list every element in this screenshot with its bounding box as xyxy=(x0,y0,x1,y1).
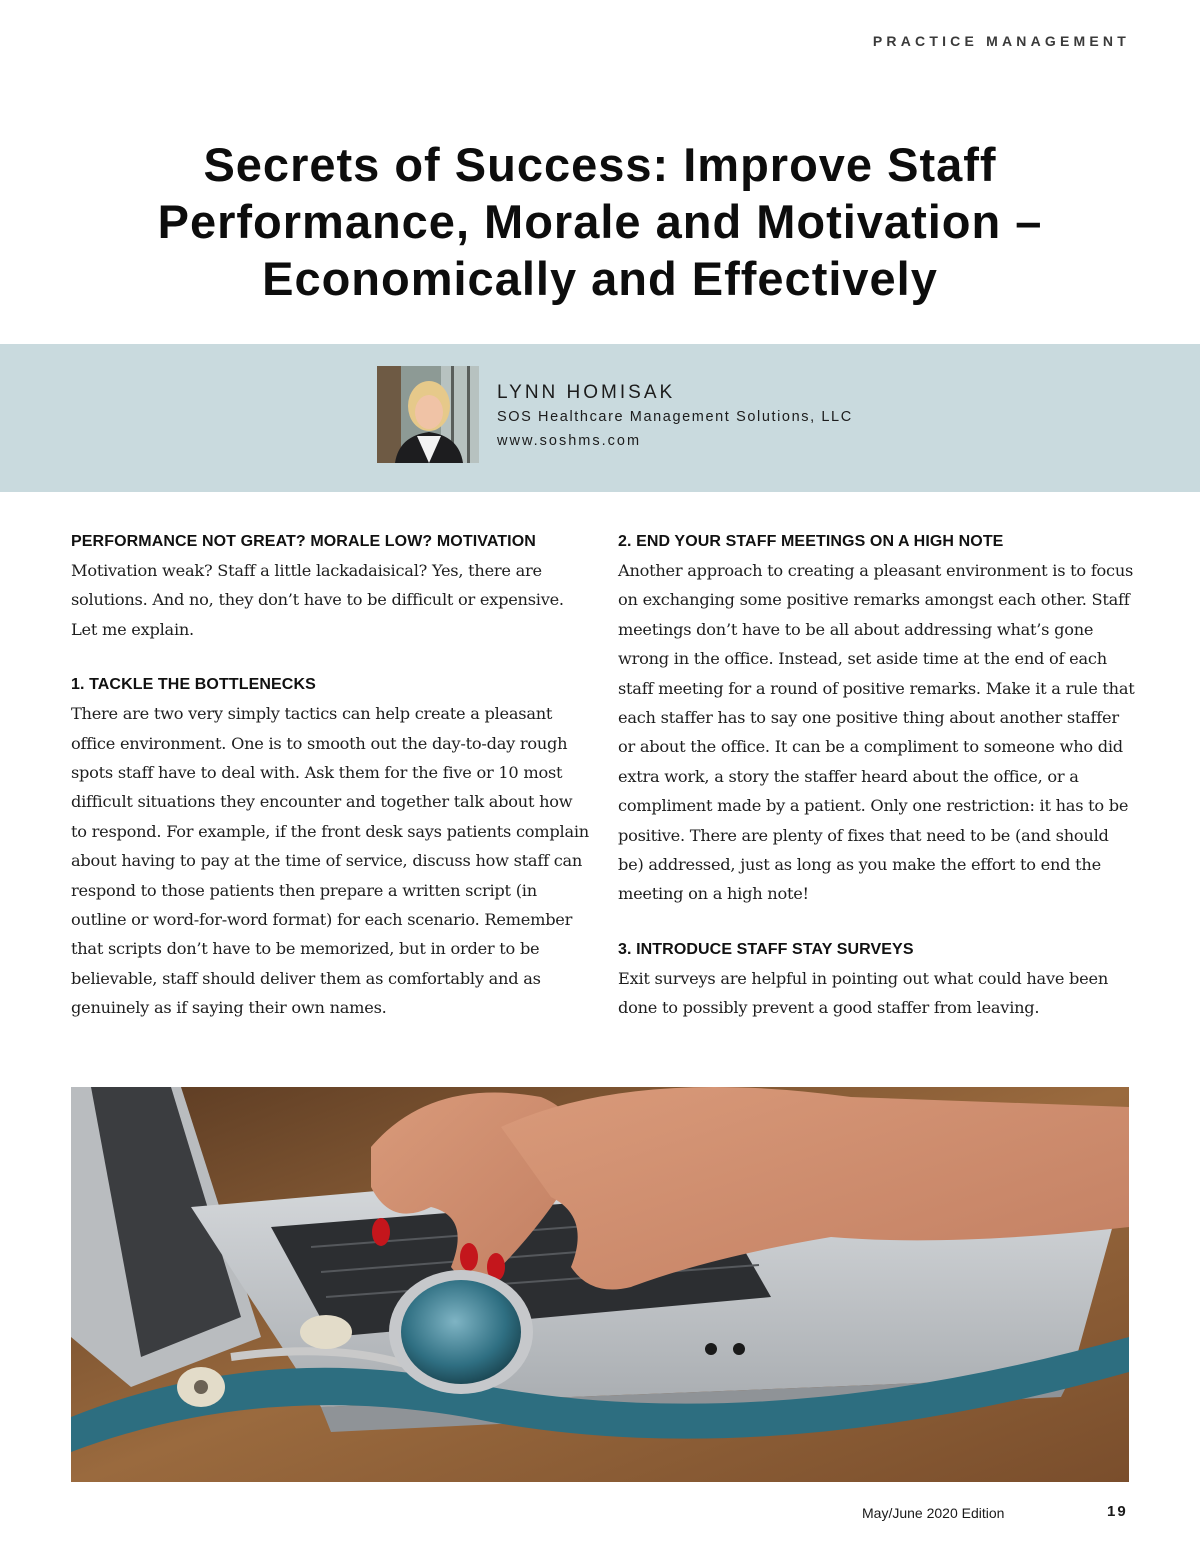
author-band xyxy=(0,344,1200,492)
section-heading: PERFORMANCE NOT GREAT? MORALE LOW? MOTIVATION xyxy=(71,533,536,550)
author-photo xyxy=(377,366,479,463)
author-name: LYNN HOMISAK xyxy=(497,382,676,403)
section-heading: 3. INTRODUCE STAFF STAY SURVEYS xyxy=(618,940,914,958)
section-body: There are two very simply tactics can help create a pleasant office environment. One is to smooth out the day-to-day rough spots staff have to deal with. Ask them for the five or 10 most difficult situations they encounter and together talk about how to respond. For example, if the front desk says patients complain about having to pay at the time of service, discuss how staff can respond to those patients then prepare a written script (in outline or word-for-word format) for each scenario. Remember that scripts don’t have to be memorized, but in order to be believable, staff should deliver them as comfortably and as genuinely as if saying their own names. xyxy=(71,704,589,1018)
section-heading: 2. END YOUR STAFF MEETINGS ON A HIGH NOTE xyxy=(618,533,1004,550)
section-heading: 1. TACKLE THE BOTTLENECKS xyxy=(71,676,316,694)
section-body: Exit surveys are helpful in pointing out what could have been done to possibly prevent a good staffer from leaving. xyxy=(618,968,1109,1018)
author-organization: SOS Healthcare Management Solutions, LLC xyxy=(497,409,853,425)
left-column xyxy=(71,530,591,1023)
page-number: 19 xyxy=(1107,1503,1128,1520)
footer-edition: May/June 2020 Edition xyxy=(862,1505,1005,1521)
section-body: Motivation weak? Staff a little lackadaisical? Yes, there are solutions. And no, they don’t have to be difficult or expensive. Let me explain. xyxy=(71,561,564,639)
article-title: Secrets of Success: Improve Staff Performance, Morale and Motivation – Economically and Effectively xyxy=(157,138,1043,305)
section-label: PRACTICE MANAGEMENT xyxy=(872,33,1130,49)
section-body: Another approach to creating a pleasant environment is to focus on exchanging some positive remarks amongst each other. Staff meetings don’t have to be all about addressing what’s gone wrong in the office. Instead, set aside time at the end of each staff meeting for a round of positive remarks. Make it a rule that each staffer has to say one positive thing about another staffer or about the office. It can be a compliment to someone who did extra work, a story the staffer heard about the office, or a compliment made by a patient. Only one restriction: it has to be positive. There are plenty of fixes that need to be (and should be) addressed, just as long as you make the effort to end the meeting on a high note! xyxy=(618,561,1135,904)
author-website: www.soshms.com xyxy=(497,433,642,449)
laptop-stethoscope-photo xyxy=(71,1087,1129,1482)
right-column xyxy=(618,530,1138,1023)
